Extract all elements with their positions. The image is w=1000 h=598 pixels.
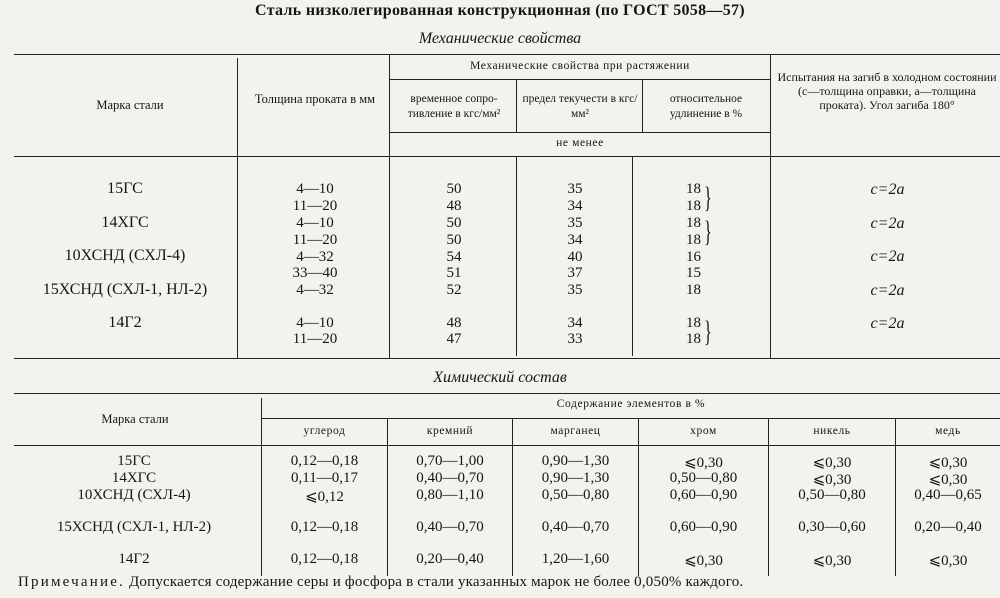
thickness-cell: 11—20 (292, 232, 338, 248)
silicon-cell: 0,70—1,00 (416, 453, 484, 469)
ultimate-cell: 51 (446, 265, 462, 281)
mech-header-grade: Марка стали (96, 98, 164, 112)
chem-header-bottom-rule (14, 445, 1000, 446)
silicon-cell: 0,20—0,40 (416, 551, 484, 567)
yield-cell: 34 (567, 232, 583, 248)
mech-grade: 15ГС (107, 180, 143, 197)
manganese-cell: 0,90—1,30 (541, 470, 610, 486)
mech-header-ultimate: временное сопро-тивление в кгс/мм² (407, 93, 501, 120)
yield-cell: 40 (567, 249, 583, 265)
chem-top-rule (14, 393, 1000, 394)
chem-header-nickel: никель (813, 425, 851, 437)
mech-header-thickness: Толщина проката в мм (254, 92, 376, 106)
elongation-cell: 18 (686, 331, 701, 347)
chromium-cell: ⩽0,30 (684, 455, 723, 471)
carbon-cell: 0,12—0,18 (290, 519, 359, 535)
carbon-cell: 0,11—0,17 (291, 470, 358, 486)
carbon-cell: ⩽0,12 (305, 489, 344, 505)
chem-header-silicon: кремний (426, 425, 474, 437)
bend-cell: c=2a (870, 282, 905, 299)
silicon-cell: 0,40—0,70 (416, 470, 484, 486)
mech-col-divider (516, 79, 517, 132)
chem-header-grade: Марка стали (101, 412, 169, 426)
mech-col-divider (642, 79, 643, 132)
nickel-cell: ⩽0,30 (812, 553, 852, 569)
yield-cell: 33 (567, 331, 583, 347)
ultimate-cell: 54 (446, 249, 462, 265)
ultimate-cell: 50 (446, 181, 462, 197)
thickness-cell: 11—20 (292, 198, 338, 214)
thickness-cell: 4—32 (296, 282, 334, 298)
chromium-cell: 0,60—0,90 (669, 487, 738, 503)
nickel-cell: ⩽0,30 (812, 472, 852, 488)
copper-cell: ⩽0,30 (928, 472, 968, 488)
carbon-cell: 0,12—0,18 (290, 551, 359, 567)
thickness-cell: 4—10 (296, 181, 334, 197)
chem-group-rule (262, 418, 1000, 419)
chemical-section-title: Химический состав (433, 369, 567, 386)
manganese-cell: 0,50—0,80 (541, 487, 610, 503)
right-brace-icon: } (704, 181, 712, 214)
elongation-cell: 16 (686, 249, 701, 265)
chromium-cell: 0,50—0,80 (669, 470, 738, 486)
mech-col-divider (632, 156, 633, 356)
ultimate-cell: 48 (446, 315, 462, 331)
mech-header-elongation: относительное удлинение в % (669, 93, 743, 120)
elongation-cell: 18 (686, 215, 701, 231)
yield-cell: 35 (567, 215, 583, 231)
elongation-cell: 15 (686, 265, 701, 281)
mechanical-section-title: Механические свойства (418, 30, 582, 47)
yield-cell: 35 (567, 282, 583, 298)
yield-cell: 35 (567, 181, 583, 197)
mech-grade: 10ХСНД (СХЛ-4) (64, 247, 186, 264)
elongation-cell: 18 (686, 181, 701, 197)
chem-header-copper: медь (935, 425, 961, 437)
elongation-cell: 18 (686, 315, 701, 331)
ultimate-cell: 48 (446, 198, 462, 214)
bend-cell: c=2a (870, 181, 905, 198)
chem-header-carbon: углерод (303, 425, 346, 437)
nickel-cell: ⩽0,30 (812, 455, 852, 471)
chem-grade: 14ХГС (111, 470, 157, 486)
mech-grade: 14Г2 (108, 314, 142, 331)
mech-col-divider (516, 156, 517, 356)
bend-cell: c=2a (870, 215, 905, 232)
ultimate-cell: 50 (446, 232, 462, 248)
mech-col-divider (770, 54, 771, 358)
manganese-cell: 0,40—0,70 (541, 519, 610, 535)
mech-notless-rule (390, 132, 770, 133)
mech-header-tensile-group: Механические свойства при растяжении (470, 60, 690, 72)
chem-grade: 10ХСНД (СХЛ-4) (77, 487, 191, 503)
footnote-text: Допускается содержание серы и фосфора в стали указанных марок не более 0,050% каждого. (128, 574, 744, 590)
mech-grade: 14ХГС (101, 214, 149, 231)
manganese-cell: 0,90—1,30 (541, 453, 610, 469)
chromium-cell: ⩽0,30 (684, 553, 723, 569)
footnote (18, 574, 743, 591)
yield-cell: 34 (567, 315, 583, 331)
chem-grade: 15ХСНД (СХЛ-1, НЛ-2) (56, 519, 212, 535)
ultimate-cell: 50 (446, 215, 462, 231)
copper-cell: ⩽0,30 (928, 455, 968, 471)
elongation-cell: 18 (686, 232, 701, 248)
carbon-cell: 0,12—0,18 (290, 453, 359, 469)
thickness-cell: 4—32 (296, 249, 334, 265)
silicon-cell: 0,40—0,70 (416, 519, 484, 535)
yield-cell: 37 (567, 265, 583, 281)
mech-header-yield: предел текучести в кгс/мм² (522, 93, 638, 120)
manganese-cell: 1,20—1,60 (541, 551, 610, 567)
copper-cell: 0,20—0,40 (914, 519, 982, 535)
bend-cell: c=2a (870, 248, 905, 265)
right-brace-icon: } (704, 315, 712, 348)
thickness-cell: 4—10 (296, 215, 334, 231)
chem-header-chromium: хром (690, 425, 717, 437)
thickness-cell: 33—40 (292, 265, 338, 281)
elongation-cell: 18 (686, 198, 701, 214)
chem-grade: 15ГС (117, 453, 151, 469)
nickel-cell: 0,50—0,80 (798, 487, 866, 503)
copper-cell: ⩽0,30 (928, 553, 968, 569)
copper-cell: 0,40—0,65 (914, 487, 982, 503)
thickness-cell: 4—10 (296, 315, 334, 331)
ultimate-cell: 47 (446, 331, 462, 347)
chem-header-content: Содержание элементов в % (556, 398, 706, 410)
footnote-label: Примечание. (18, 574, 126, 590)
mech-col-divider (237, 58, 238, 358)
chromium-cell: 0,60—0,90 (669, 519, 738, 535)
silicon-cell: 0,80—1,10 (416, 487, 484, 503)
yield-cell: 34 (567, 198, 583, 214)
mech-top-rule (14, 54, 1000, 55)
elongation-cell: 18 (686, 282, 701, 298)
nickel-cell: 0,30—0,60 (798, 519, 866, 535)
mech-group-rule (390, 79, 770, 80)
mech-grade: 15ХСНД (СХЛ-1, НЛ-2) (42, 281, 208, 298)
mech-header-bend: Испытания на загиб в холодном состоянии (с—толщина оправки, а—толщина проката). Угол загиба 180° (777, 70, 997, 112)
mech-bottom-rule (14, 358, 1000, 359)
chem-grade: 14Г2 (118, 551, 150, 567)
thickness-cell: 11—20 (292, 331, 338, 347)
mech-col-divider (389, 54, 390, 358)
page-title: Сталь низколегированная конструкционная (по ГОСТ 5058—57) (255, 2, 745, 19)
mech-header-bottom-rule (14, 156, 1000, 157)
ultimate-cell: 52 (446, 282, 462, 298)
bend-cell: c=2a (870, 315, 905, 332)
mech-header-not-less: не менее (556, 137, 604, 149)
right-brace-icon: } (704, 215, 712, 248)
chem-header-manganese: марганец (550, 425, 601, 437)
